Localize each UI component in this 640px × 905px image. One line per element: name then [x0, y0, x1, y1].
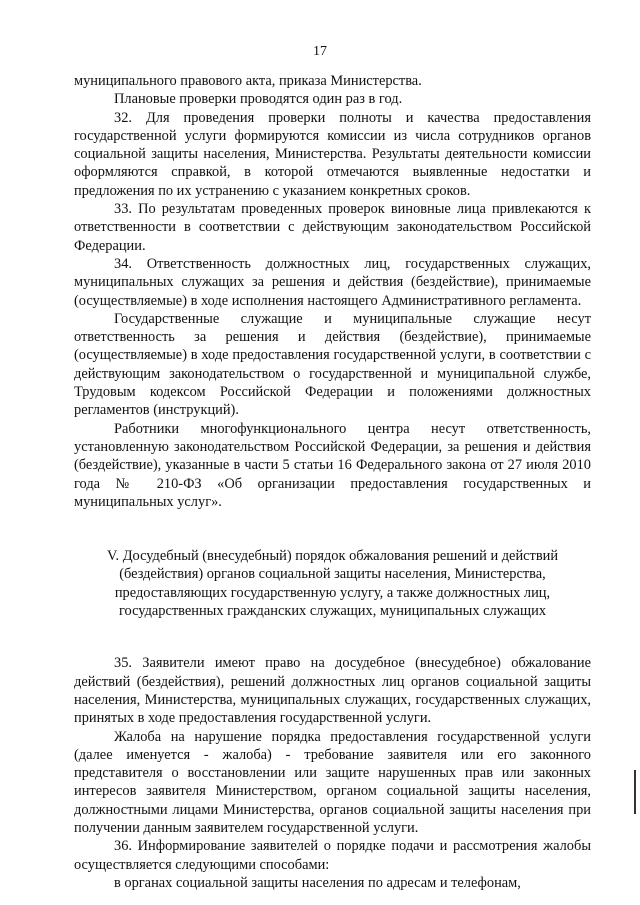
paragraph-34: 34. Ответственность должностных лиц, государственных служащих, муниципальных служащих за решения и действия (бездействие), принимаемые (осуществляемые) в ходе исполнения настоящего Административного регламента.: [74, 255, 591, 309]
document-body: [74, 72, 591, 892]
paragraph-informing-methods: в органах социальной защиты населения по адресам и телефонам,: [114, 874, 521, 891]
scan-margin-mark: [634, 770, 636, 814]
paragraph-36: 36. Информирование заявителей о порядке подачи и рассмотрения жалобы осуществляется следующими способами:: [74, 838, 591, 873]
paragraph-35: 35. Заявители имеют право на досудебное (внесудебное) обжалование действий (бездействия), решений должностных лиц органов социальной защиты населения, Министерства, муниципальных служащих, государственных служащих, принятых в ходе предоставления государственной услуги.: [74, 655, 591, 727]
paragraph-planned-inspections: Плановые проверки проводятся один раз в год.: [114, 91, 403, 108]
section-heading: [74, 547, 591, 620]
paragraph-complaint-definition: Жалоба на нарушение порядка предоставления государственной услуги (далее именуется - жалоба) - требование заявителя или его законного представителя о восстановлении или защите нарушенных прав или законных интересов заявителя Министерством, органом социальной защиты населения, должностными лицами Министерства, органов социальной защиты населения при получении данным заявителем государственной услуги.: [74, 728, 591, 836]
paragraph-mfc-responsibility: Работники многофункционального центра несут ответственность, установленную законодательством Российской Федерации, за решения и действия (бездействие), указанные в части 5 статьи 16 Федерального закона от 27 июля 2010 года № 210-ФЗ «Об организации предоставления государственных и муниципальных услуг».: [74, 420, 591, 510]
page-number: 17: [313, 44, 327, 59]
paragraph-32: 32. Для проведения проверки полноты и качества предоставления государственной услуги формируются комиссии из числа сотрудников органов социальной защиты населения, Министерства. Результаты деятельности комиссии оформляются справкой, в которой отмечаются выявленные недостатки и предложения по их устранению с указанием конкретных сроков.: [74, 109, 591, 199]
paragraph-33: 33. По результатам проведенных проверок виновные лица привлекаются к ответственности в соответствии с действующим законодательством Российской Федерации.: [74, 201, 591, 254]
section-heading-text: V. Досудебный (внесудебный) порядок обжалования решений и действий (бездействия) органов социальной защиты населения, Министерства, предоставляющих государственную услугу, а также должностных лиц, государственных гражданских служащих, муниципальных служащих: [106, 548, 559, 620]
paragraph-civil-servants-responsibility: Государственные служащие и муниципальные служащие несут ответственность за решения и действия (бездействие), принимаемые (осуществляемые) в ходе предоставления государственной услуги, в соответствии с действующим законодательством о государственной и муниципальной службе, Трудовым кодексом Российской Федерации и положениями должностных регламентов (инструкций).: [74, 310, 591, 419]
paragraph-continuation: муниципального правового акта, приказа Министерства.: [74, 73, 422, 89]
